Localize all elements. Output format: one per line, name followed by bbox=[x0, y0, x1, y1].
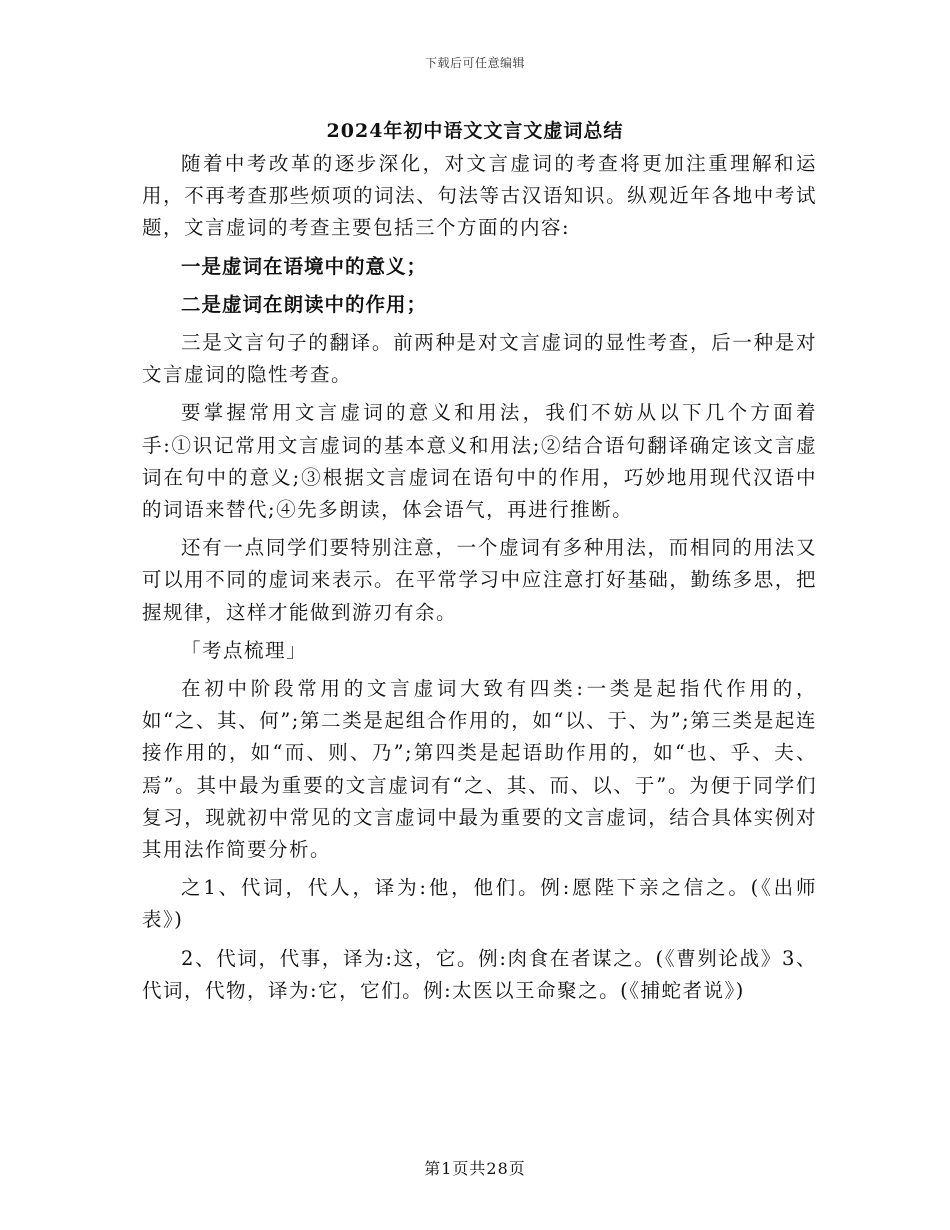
paragraph-point-two: 二是虚词在朗读中的作用； bbox=[181, 292, 428, 316]
paragraph-categories: 在初中阶段常用的文言虚词大致有四类:一类是起指代作用的，如“之、其、何”;第二类是起组合作用的，如“以、于、为”;第三类是起连接作用的，如“而、则、乃”;第四类是起语助作用的，如“也、乎、夫、焉”。其中最为重要的文言虚词有“之、其、而、以、于”。为便于同学们复习，现就初中常见的文言虚词中最为重要的文言虚词，结合具体实例对其用法作简要分析。 bbox=[142, 677, 817, 862]
paragraph-zhi-usage-2-3: 2、代词，代事，译为:这，它。例:肉食在者谋之。(《曹刿论战》3、代词，代物，译为:它，它们。例:太医以王命聚之。(《捕蛇者说》) bbox=[142, 946, 817, 1002]
paragraph-zhi-usage-1: 之1、代词，代人，译为:他，他们。例:愿陛下亲之信之。(《出师表》) bbox=[142, 876, 817, 932]
paragraph-intro: 随着中考改革的逐步深化，对文言虚词的考查将更加注重理解和运用，不再考查那些烦项的词法、句法等古汉语知识。纵观近年各地中考试题，文言虚词的考查主要包括三个方面的内容: bbox=[142, 152, 817, 240]
section-heading-kaodian: 「考点梳理」 bbox=[181, 638, 308, 662]
paragraph-point-one: 一是虚词在语境中的意义； bbox=[181, 254, 428, 278]
header-note: 下载后可任意编辑 bbox=[424, 56, 525, 70]
document-title: 2024年初中语文文言文虚词总结 bbox=[326, 120, 624, 142]
paragraph-point-three: 三是文言句子的翻译。前两种是对文言虚词的显性考查，后一种是对文言虚词的隐性考查。 bbox=[142, 331, 817, 387]
document-body bbox=[142, 148, 817, 1007]
paragraph-note: 还有一点同学们要特别注意，一个虚词有多种用法，而相同的用法又可以用不同的虚词来表示。在平常学习中应注意打好基础，勤练多思，把握规律，这样才能做到游刃有余。 bbox=[142, 536, 817, 624]
paragraph-methods: 要掌握常用文言虚词的意义和用法，我们不妨从以下几个方面着手:①识记常用文言虚词的基本意义和用法;②结合语句翻译确定该文言虚词在句中的意义;③根据文言虚词在语句中的作用，巧妙地用现代汉语中的词语来替代;④先多朗读，体会语气，再进行推断。 bbox=[142, 401, 817, 522]
page-number: 第1页共28页 bbox=[424, 1159, 526, 1178]
